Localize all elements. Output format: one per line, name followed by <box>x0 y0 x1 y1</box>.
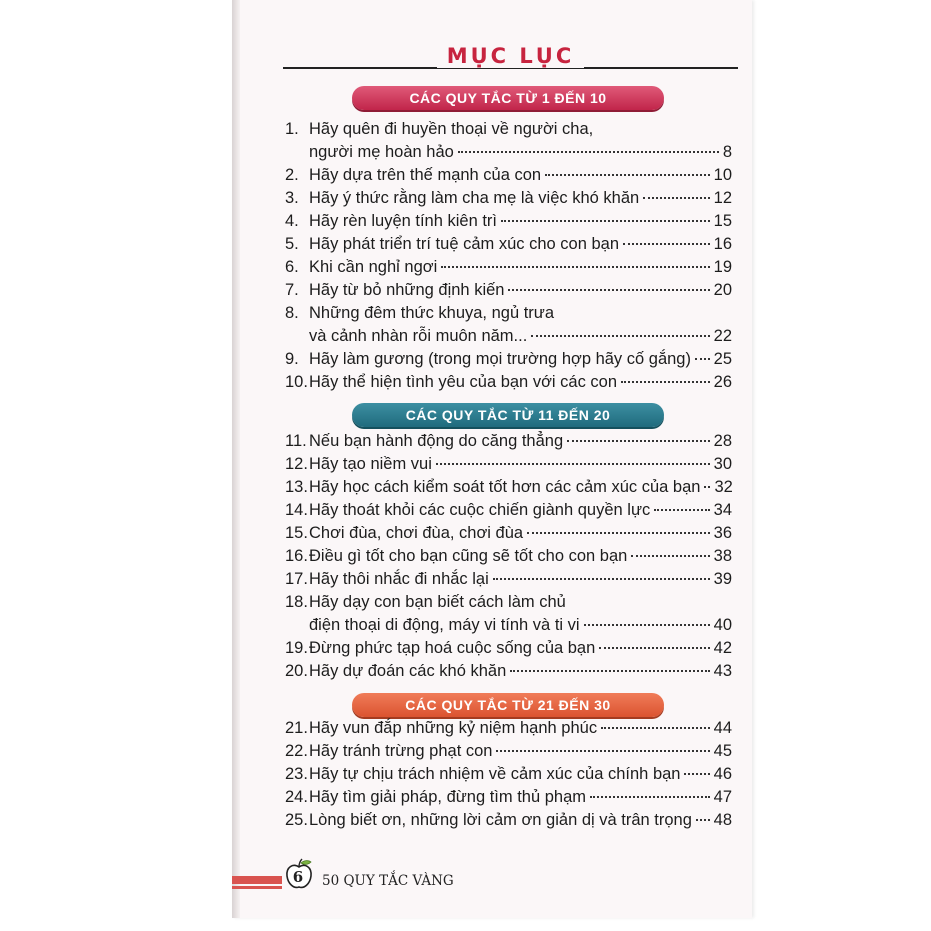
entry-number: 11. <box>285 432 307 450</box>
entry-title: Hãy thể hiện tình yêu của bạn với các con <box>309 373 618 391</box>
entry-title: Hãy ý thức rằng làm cha mẹ là việc khó khăn <box>309 189 640 207</box>
dot-leader <box>631 555 709 557</box>
toc-entry[interactable] <box>285 717 732 740</box>
entry-number: 5. <box>285 235 299 253</box>
entry-number: 3. <box>285 189 299 207</box>
dot-leader <box>493 578 710 580</box>
toc-entry[interactable] <box>285 786 732 809</box>
entry-page-number: 22 <box>713 327 732 345</box>
entry-number: 7. <box>285 281 299 299</box>
entry-page-number: 34 <box>713 501 732 519</box>
entry-number: 8. <box>285 304 299 322</box>
section-banner: CÁC QUY TẮC TỪ 1 ĐẾN 10 <box>352 86 664 110</box>
entry-title: Hãy phát triển trí tuệ cảm xúc cho con bạn <box>309 235 619 253</box>
toc-entry[interactable] <box>285 499 732 522</box>
dot-leader <box>599 647 709 649</box>
dot-leader <box>527 532 710 534</box>
entry-title: Những đêm thức khuya, ngủ trưa <box>309 304 555 322</box>
dot-leader <box>501 220 710 222</box>
dot-leader <box>458 151 719 153</box>
entry-title: người mẹ hoàn hảo <box>309 143 454 161</box>
toc-entry[interactable] <box>285 591 732 637</box>
entry-title: Lòng biết ơn, những lời cảm ơn giản dị và trân trọng <box>309 811 692 829</box>
dot-leader <box>654 509 709 511</box>
entry-title: Hãy thoát khỏi các cuộc chiến giành quyền lực <box>309 501 651 519</box>
entry-title: Hãy dạy con bạn biết cách làm chủ <box>309 593 566 611</box>
entry-number: 13. <box>285 478 308 496</box>
entry-page-number: 48 <box>713 811 732 829</box>
book-title: 50 QUY TẮC VÀNG <box>322 873 454 889</box>
entry-number: 9. <box>285 350 299 368</box>
dot-leader <box>623 243 710 245</box>
entry-page-number: 25 <box>713 350 732 368</box>
entry-page-number: 20 <box>713 281 732 299</box>
toc-entry[interactable] <box>285 660 732 683</box>
entry-number: 2. <box>285 166 299 184</box>
entry-title: Hãy làm gương (trong mọi trường hợp hãy cố gắng) <box>309 350 691 368</box>
toc-entry[interactable] <box>285 545 732 568</box>
toc-entry[interactable] <box>285 568 732 591</box>
entry-number: 25. <box>285 811 308 829</box>
entry-page-number: 32 <box>714 478 733 496</box>
entry-page-number: 47 <box>713 788 732 806</box>
entry-title: Hãy dự đoán các khó khăn <box>309 662 507 680</box>
entry-page-number: 15 <box>713 212 732 230</box>
toc-entry[interactable] <box>285 233 732 256</box>
entry-title: Hãy quên đi huyền thoại về người cha, <box>309 120 594 138</box>
toc-entry[interactable] <box>285 453 732 476</box>
toc-entry[interactable] <box>285 279 732 302</box>
entry-title: Hãy dựa trên thế mạnh của con <box>309 166 542 184</box>
entry-page-number: 40 <box>713 616 732 634</box>
entry-page-number: 30 <box>713 455 732 473</box>
toc-entry[interactable] <box>285 637 732 660</box>
entry-title: Điều gì tốt cho bạn cũng sẽ tốt cho con bạn <box>309 547 628 565</box>
entry-number: 23. <box>285 765 308 783</box>
entry-page-number: 8 <box>722 143 732 161</box>
entry-page-number: 36 <box>713 524 732 542</box>
toc-entry[interactable] <box>285 348 732 371</box>
page-number: 6 <box>292 868 304 886</box>
entry-number: 24. <box>285 788 308 806</box>
entry-number: 22. <box>285 742 308 760</box>
dot-leader <box>441 266 709 268</box>
dot-leader <box>621 381 710 383</box>
entry-title: Hãy tự chịu trách nhiệm về cảm xúc của chính bạn <box>309 765 681 783</box>
entry-page-number: 39 <box>713 570 732 588</box>
section-banner: CÁC QUY TẮC TỪ 11 ĐẾN 20 <box>352 403 664 427</box>
toc-entry[interactable] <box>285 302 732 348</box>
entry-title: Chơi đùa, chơi đùa, chơi đùa <box>309 524 524 542</box>
entry-number: 14. <box>285 501 308 519</box>
entry-title: Hãy từ bỏ những định kiến <box>309 281 505 299</box>
toc-entry[interactable] <box>285 763 732 786</box>
entry-page-number: 28 <box>713 432 732 450</box>
dot-leader <box>643 197 709 199</box>
toc-entry[interactable] <box>285 256 732 279</box>
toc-entry[interactable] <box>285 210 732 233</box>
entry-title: và cảnh nhàn rỗi muôn năm... <box>309 327 528 345</box>
dot-leader <box>704 486 710 488</box>
entry-page-number: 45 <box>713 742 732 760</box>
dot-leader <box>531 335 709 337</box>
entry-number: 1. <box>285 120 299 138</box>
toc-entry[interactable] <box>285 187 732 210</box>
toc-title-row <box>283 44 738 74</box>
entry-title: điện thoại di động, máy vi tính và ti vi <box>309 616 580 634</box>
toc-title: MỤC LỤC <box>437 44 585 68</box>
entry-page-number: 38 <box>713 547 732 565</box>
toc-entry[interactable] <box>285 118 732 164</box>
book-spine <box>232 0 240 918</box>
footer-accent-bar <box>232 876 282 884</box>
entry-page-number: 42 <box>713 639 732 657</box>
entry-title: Hãy học cách kiểm soát tốt hơn các cảm xúc của bạn <box>309 478 701 496</box>
dot-leader <box>545 174 710 176</box>
toc-entry[interactable] <box>285 430 732 453</box>
entry-page-number: 46 <box>713 765 732 783</box>
entry-title: Hãy tạo niềm vui <box>309 455 432 473</box>
toc-entry[interactable] <box>285 740 732 763</box>
section-banner: CÁC QUY TẮC TỪ 21 ĐẾN 30 <box>352 693 664 717</box>
toc-entry[interactable] <box>285 164 732 187</box>
dot-leader <box>695 358 710 360</box>
entry-number: 6. <box>285 258 299 276</box>
entry-page-number: 10 <box>713 166 732 184</box>
dot-leader <box>508 289 709 291</box>
entry-page-number: 44 <box>713 719 732 737</box>
entry-number: 4. <box>285 212 299 230</box>
entry-title: Hãy thôi nhắc đi nhắc lại <box>309 570 489 588</box>
entry-title: Hãy tránh trừng phạt con <box>309 742 493 760</box>
entry-title: Khi cần nghỉ ngơi <box>309 258 438 276</box>
entry-number: 16. <box>285 547 308 565</box>
entry-page-number: 19 <box>713 258 732 276</box>
toc-entry[interactable] <box>285 476 732 499</box>
entry-title: Hãy rèn luyện tính kiên trì <box>309 212 498 230</box>
dot-leader <box>510 670 709 672</box>
dot-leader <box>601 727 710 729</box>
entry-page-number: 26 <box>713 373 732 391</box>
dot-leader <box>696 819 710 821</box>
entry-number: 12. <box>285 455 308 473</box>
dot-leader <box>590 796 710 798</box>
dot-leader <box>684 773 709 775</box>
entry-number: 21. <box>285 719 308 737</box>
entry-number: 10. <box>285 373 308 391</box>
entry-title: Đừng phức tạp hoá cuộc sống của bạn <box>309 639 596 657</box>
entry-number: 19. <box>285 639 308 657</box>
dot-leader <box>436 463 710 465</box>
entry-title: Hãy vun đắp những kỷ niệm hạnh phúc <box>309 719 598 737</box>
dot-leader <box>567 440 710 442</box>
entry-number: 20. <box>285 662 308 680</box>
entry-number: 15. <box>285 524 308 542</box>
toc-entry[interactable] <box>285 809 732 832</box>
toc-entry[interactable] <box>285 522 732 545</box>
entry-page-number: 16 <box>713 235 732 253</box>
entry-page-number: 12 <box>713 189 732 207</box>
entry-number: 17. <box>285 570 308 588</box>
toc-entry[interactable] <box>285 371 732 394</box>
entry-title: Nếu bạn hành động do căng thẳng <box>309 432 564 450</box>
dot-leader <box>584 624 710 626</box>
dot-leader <box>496 750 709 752</box>
footer-accent-bar-thin <box>232 886 282 889</box>
entry-title: Hãy tìm giải pháp, đừng tìm thủ phạm <box>309 788 587 806</box>
entry-number: 18. <box>285 593 308 611</box>
entry-page-number: 43 <box>713 662 732 680</box>
